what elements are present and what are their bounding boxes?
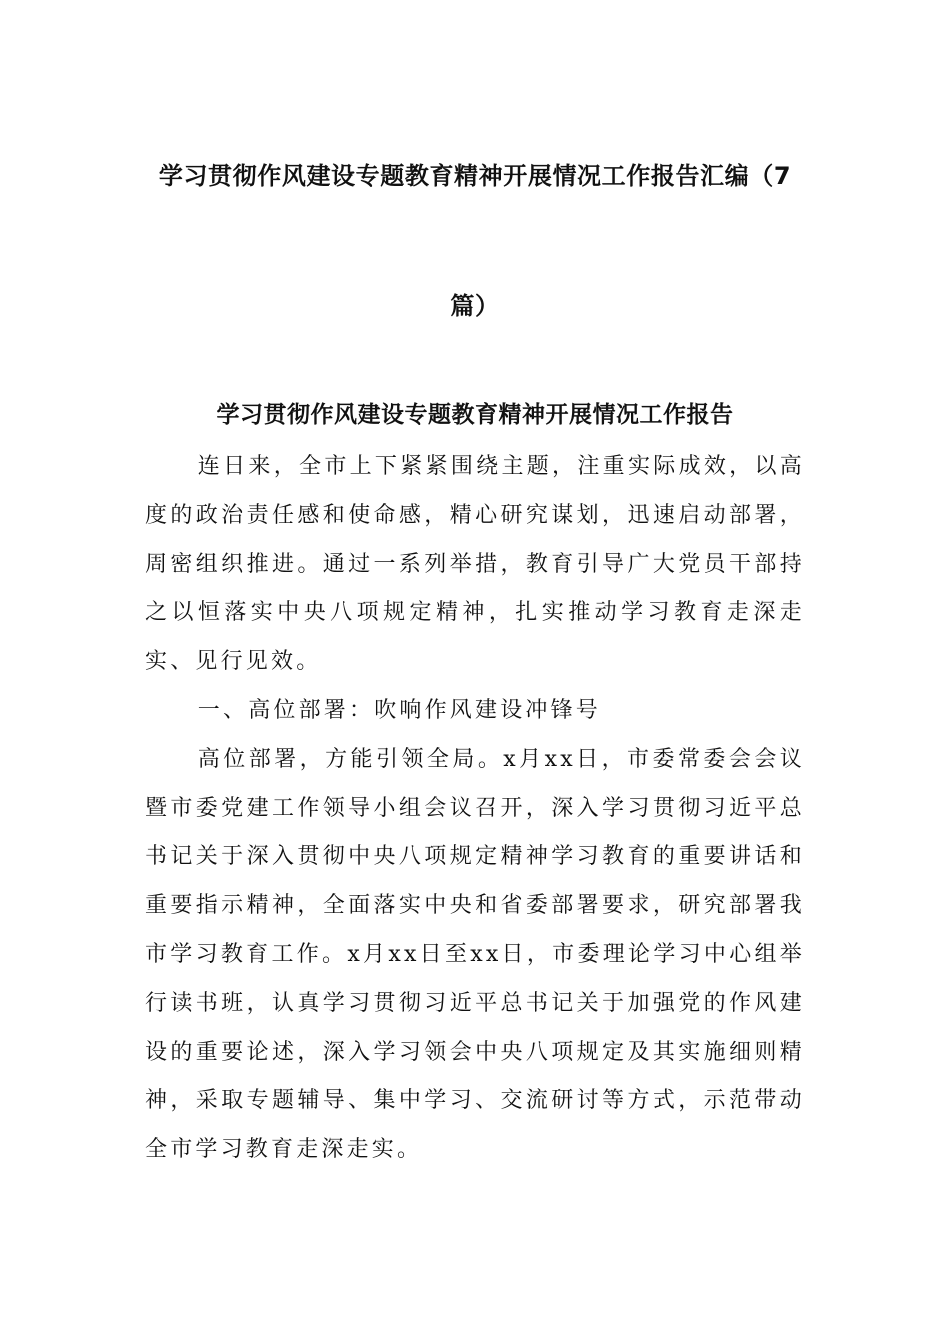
report-title: 学习贯彻作风建设专题教育精神开展情况工作报告 [216,402,734,428]
section-paragraph: 高位部署，方能引领全局。x月xx日，市委常委会会议暨市委党建工作领导小组会议召开，深入学习贯彻习近平总书记关于深入贯彻中央八项规定精神学习教育的重要讲话和重要指示精神，全面落实中央和省委部署要求，研究部署我市学习教育工作。x月xx日至xx日，市委理论学习中心组举行读书班，认真学习贯彻习近平总书记关于加强党的作风建设的重要论述，深入学习领会中央八项规定及其实施细则精神，采取专题辅导、集中学习、交流研讨等方式，示范带动全市学习教育走深走实。 [145,746,805,1163]
section-heading: 一、高位部署：吹响作风建设冲锋号 [197,697,601,723]
document-title [142,158,808,324]
report-body [145,443,805,1175]
intro-paragraph: 连日来，全市上下紧紧围绕主题，注重实际成效，以高度的政治责任感和使命感，精心研究谋划，迅速启动部署，周密组织推进。通过一系列举措，教育引导广大党员干部持之以恒落实中央八项规定精神，扎实推动学习教育走深走实、见行见效。 [145,454,805,675]
document-title-line-1: 学习贯彻作风建设专题教育精神开展情况工作报告汇编（7 [158,162,792,190]
document-title-line-2: 篇） [450,292,500,320]
